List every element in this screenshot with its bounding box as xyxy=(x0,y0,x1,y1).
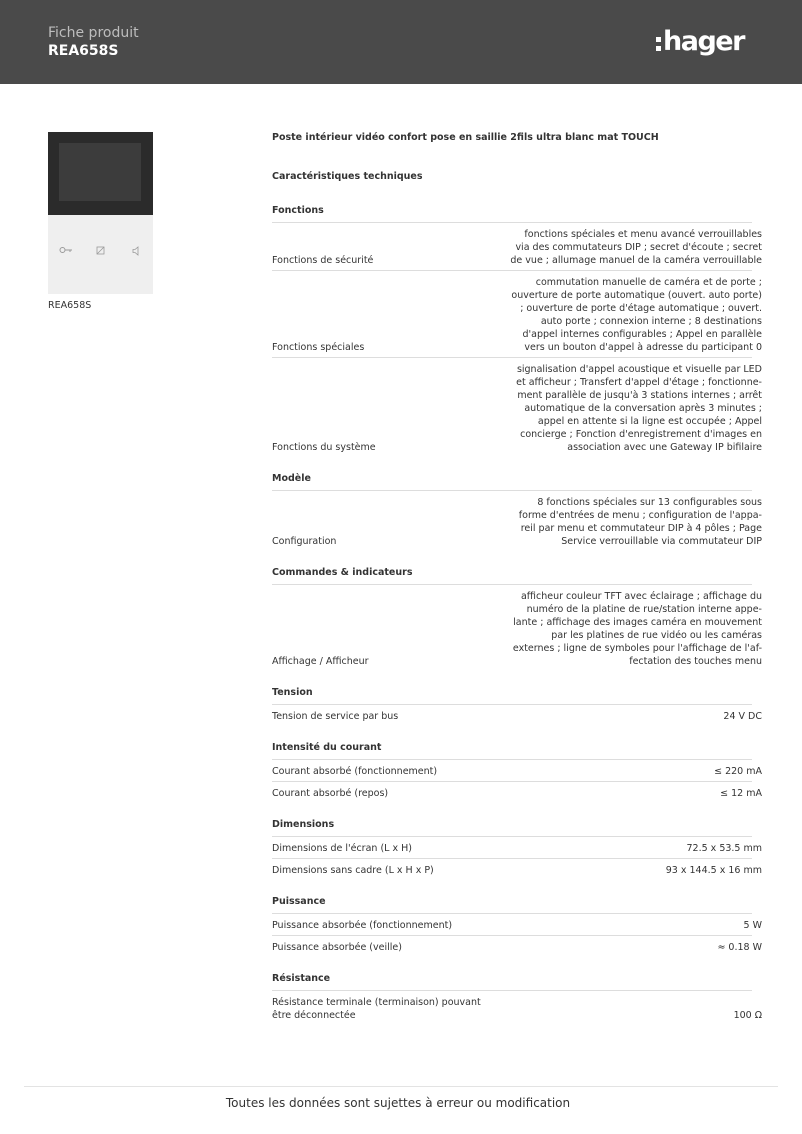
footer-disclaimer: Toutes les données sont sujettes à erreur ou modification xyxy=(225,1096,571,1110)
spec-label: Fonctions du système xyxy=(272,442,376,453)
product-screen-frame xyxy=(48,132,153,215)
product-reference: REA658S xyxy=(48,43,119,59)
spec-row xyxy=(272,760,762,782)
spec-label: Courant absorbé (fonctionnement) xyxy=(272,766,438,777)
spec-label: Résistance terminale (terminaison) pouvant être déconnectée xyxy=(272,997,481,1021)
spec-value: ≈ 0.18 W xyxy=(717,942,762,953)
spec-label: Dimensions sans cadre (L x H x P) xyxy=(272,865,434,876)
spec-row xyxy=(272,782,762,803)
spec-value: ≤ 220 mA xyxy=(714,766,762,777)
product-content xyxy=(272,130,762,1039)
speaker-icon xyxy=(132,246,140,259)
section-title: Puissance xyxy=(272,894,752,914)
key-icon xyxy=(59,246,73,257)
spec-label: Puissance absorbée (veille) xyxy=(272,942,402,953)
section-title: Résistance xyxy=(272,971,752,991)
spec-row xyxy=(272,936,762,957)
spec-value: signalisation d'appel acoustique et visuelle par LED et afficheur ; Transfert d'appel d'étage ; fonctionne- ment parallèle de jusqu'à 3 stations internes ; arrêt automatique de la conversation après 3 minutes ; appel en attente si la ligne est occupée ; Appel concierge ; Fonction d'enregistrement d'images en association avec une Gateway IP bifilaire xyxy=(516,364,762,453)
spec-value: fonctions spéciales et menu avancé verrouillables via des commutateurs DIP ; secret d'écoute ; secret de vue ; allumage manuel de la caméra verrouillable xyxy=(510,229,762,266)
spec-value: 24 V DC xyxy=(723,711,762,722)
doc-type-label: Fiche produit xyxy=(48,25,139,41)
spec-value: 8 fonctions spéciales sur 13 configurables sous forme d'entrées de menu ; configuration de l'appa- reil par menu et commutateur DIP à 4 pôles ; Page Service verrouillable via commutateur DIP xyxy=(518,497,762,547)
spec-section xyxy=(272,685,762,726)
spec-row xyxy=(272,358,762,457)
section-title: Modèle xyxy=(272,471,752,491)
spec-section xyxy=(272,817,762,880)
characteristics-title: Caractéristiques techniques xyxy=(272,171,423,182)
spec-row xyxy=(272,705,762,726)
spec-section xyxy=(272,203,762,457)
spec-section xyxy=(272,971,762,1025)
product-caption: REA658S xyxy=(48,300,92,311)
spec-value: commutation manuelle de caméra et de porte ; ouverture de porte automatique (ouvert. auto porte) ; ouverture de porte d'étage automatique ; ouvert. auto porte ; connexion interne ; 8 destinations d'appel internes configurables ; Appel en parallèle vers un bouton d'appel à adresse du participant 0 xyxy=(511,277,762,353)
footer-divider xyxy=(24,1086,778,1087)
spec-section xyxy=(272,565,762,671)
logo-colon-icon xyxy=(656,37,661,51)
section-title: Tension xyxy=(272,685,752,705)
section-title: Dimensions xyxy=(272,817,752,837)
product-title: Poste intérieur vidéo confort pose en saillie 2fils ultra blanc mat TOUCH xyxy=(272,132,659,143)
spec-label: Dimensions de l'écran (L x H) xyxy=(272,843,412,854)
spec-label: Affichage / Afficheur xyxy=(272,656,369,667)
spec-row xyxy=(272,837,762,859)
spec-value: 93 x 144.5 x 16 mm xyxy=(665,865,762,876)
spec-row xyxy=(272,271,762,358)
spec-label: Tension de service par bus xyxy=(272,711,399,722)
spec-value: 5 W xyxy=(743,920,762,931)
section-title: Commandes & indicateurs xyxy=(272,565,752,585)
section-title: Intensité du courant xyxy=(272,740,752,760)
spec-section xyxy=(272,740,762,803)
spec-value: ≤ 12 mA xyxy=(720,788,762,799)
spec-sections xyxy=(272,203,762,1025)
spec-label: Configuration xyxy=(272,536,337,547)
spec-value: afficheur couleur TFT avec éclairage ; affichage du numéro de la platine de rue/station interne appe- lante ; affichage des images caméra en mouvement par les platines de rue vidéo ou les caméras externes ; ligne de symboles pour l'affichage de l'af- fectation des touches menu xyxy=(512,591,762,667)
product-screen xyxy=(59,143,141,201)
spec-label: Puissance absorbée (fonctionnement) xyxy=(272,920,453,931)
hager-logo xyxy=(656,24,744,58)
spec-row xyxy=(272,991,762,1025)
spec-label: Fonctions de sécurité xyxy=(272,255,374,266)
spec-row xyxy=(272,223,762,271)
spec-value: 100 Ω xyxy=(733,1010,762,1021)
section-title: Fonctions xyxy=(272,203,752,223)
spec-label: Courant absorbé (repos) xyxy=(272,788,389,799)
product-image xyxy=(48,132,153,294)
logo-text: hager xyxy=(663,25,744,57)
spec-label: Fonctions spéciales xyxy=(272,342,365,353)
page-header xyxy=(0,0,802,84)
spec-row xyxy=(272,914,762,936)
spec-section xyxy=(272,894,762,957)
spec-value: 72.5 x 53.5 mm xyxy=(686,843,762,854)
slash-icon xyxy=(96,246,105,258)
spec-section xyxy=(272,471,762,551)
spec-row xyxy=(272,585,762,671)
spec-row xyxy=(272,491,762,551)
spec-row xyxy=(272,859,762,880)
